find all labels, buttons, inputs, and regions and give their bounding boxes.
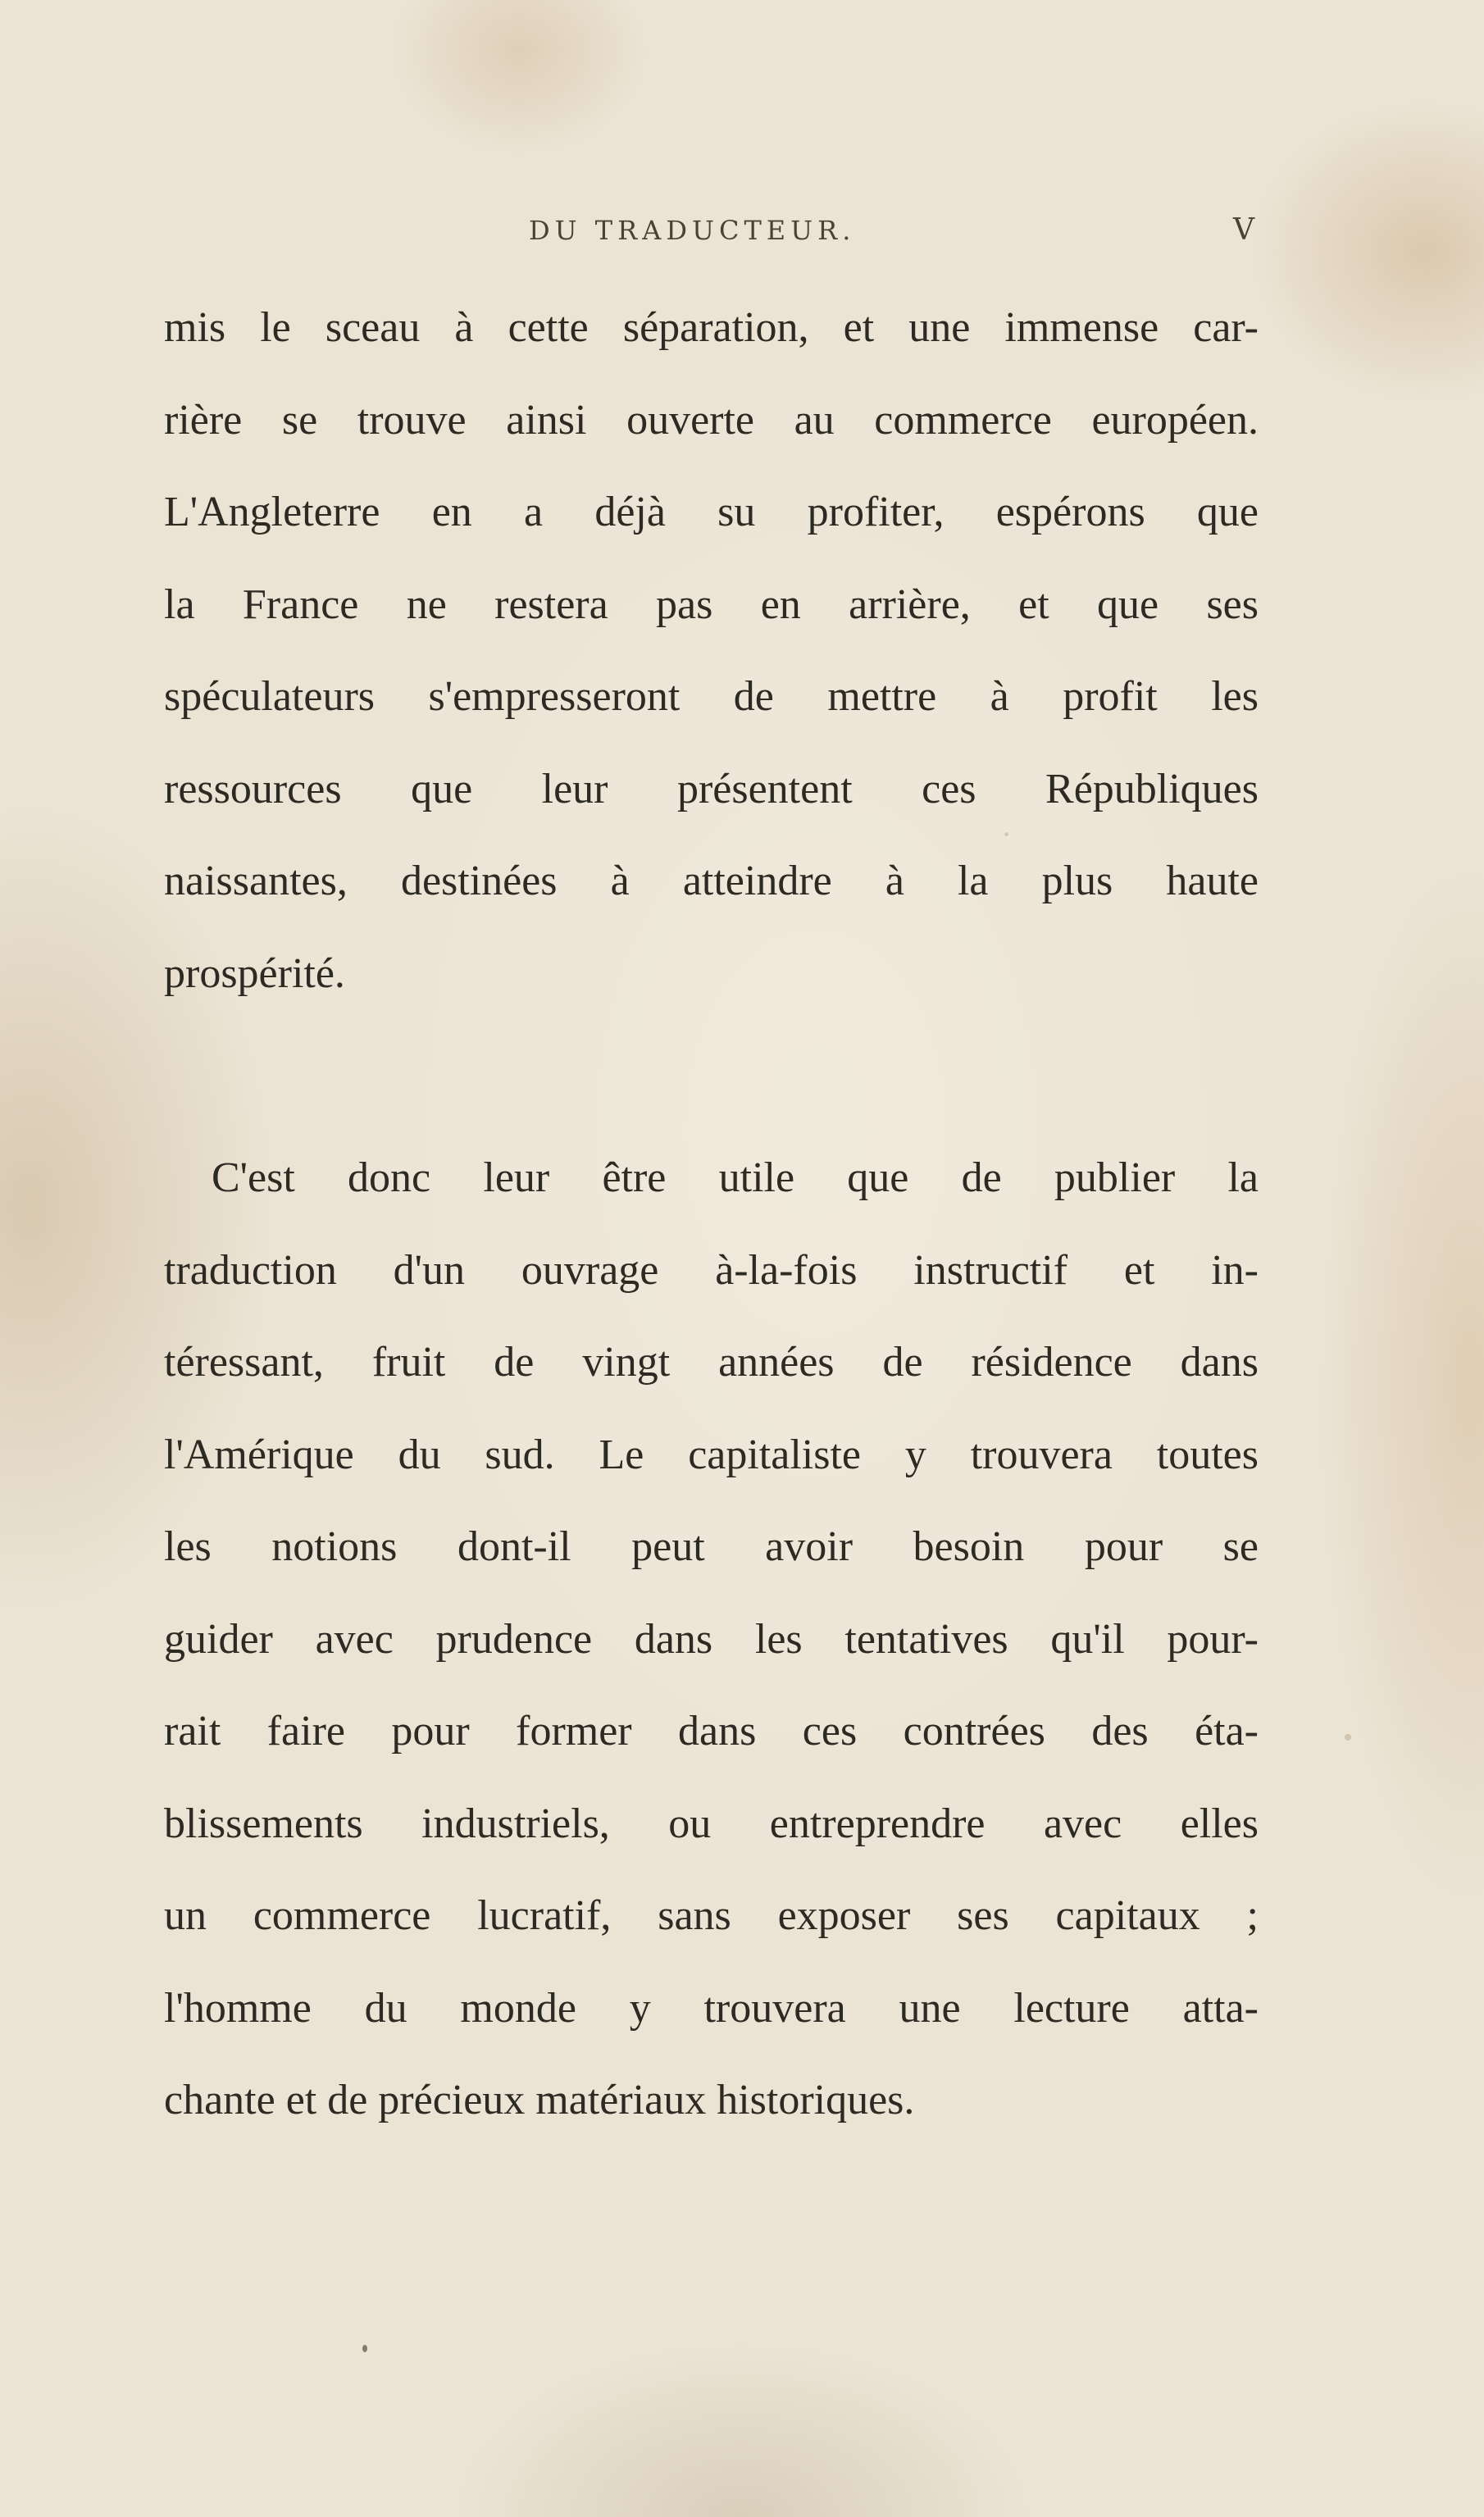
text-line: l'homme du monde y trouvera une lecture atta-: [164, 1984, 1259, 2032]
text-line: naissantes, destinées à atteindre à la plus haute: [164, 858, 1259, 904]
text-line: spéculateurs s'empresseront de mettre à profit les: [164, 673, 1259, 720]
text-line: un commerce lucratif, sans exposer ses capitaux ;: [164, 1892, 1259, 1939]
paper-speck: [1345, 1734, 1351, 1741]
paragraph-1: [164, 302, 1259, 1040]
text-line: blissements industriels, ou entreprendre avec elles: [164, 1800, 1259, 1847]
text-line: L'Angleterre en a déjà su profiter, espérons que: [164, 489, 1259, 535]
text-line: ressources que leur présentent ces Républiques: [164, 765, 1259, 812]
text-line: les notions dont-il peut avoir besoin pour se: [164, 1523, 1259, 1570]
running-title: DU TRADUCTEUR.: [529, 215, 856, 246]
text-line: l'Amérique du sud. Le capitaliste y trouvera toutes: [164, 1431, 1259, 1478]
text-line: prospérité.: [164, 949, 345, 997]
text-line: traduction d'un ouvrage à-la-fois instructif et in-: [164, 1246, 1259, 1294]
running-head: [164, 215, 1254, 264]
text-line: rière se trouve ainsi ouverte au commerce européen.: [164, 396, 1259, 444]
page-number: V: [1233, 213, 1254, 247]
text-line: téressant, fruit de vingt années de résidence dans: [164, 1339, 1259, 1386]
paragraph-2: [164, 1152, 1259, 2167]
text-line: guider avec prudence dans les tentatives qu'il pour-: [164, 1615, 1259, 1663]
text-line: chante et de précieux matériaux historiques.: [164, 2077, 915, 2123]
paper-speck: [1004, 832, 1008, 836]
text-line: la France ne restera pas en arrière, et que ses: [164, 580, 1259, 628]
text-line: C'est donc leur être utile que de publier la: [212, 1154, 1259, 1201]
text-line: mis le sceau à cette séparation, et une immense car-: [164, 304, 1259, 351]
paper-speck: [362, 2345, 367, 2352]
text-line: rait faire pour former dans ces contrées des éta-: [164, 1708, 1259, 1755]
